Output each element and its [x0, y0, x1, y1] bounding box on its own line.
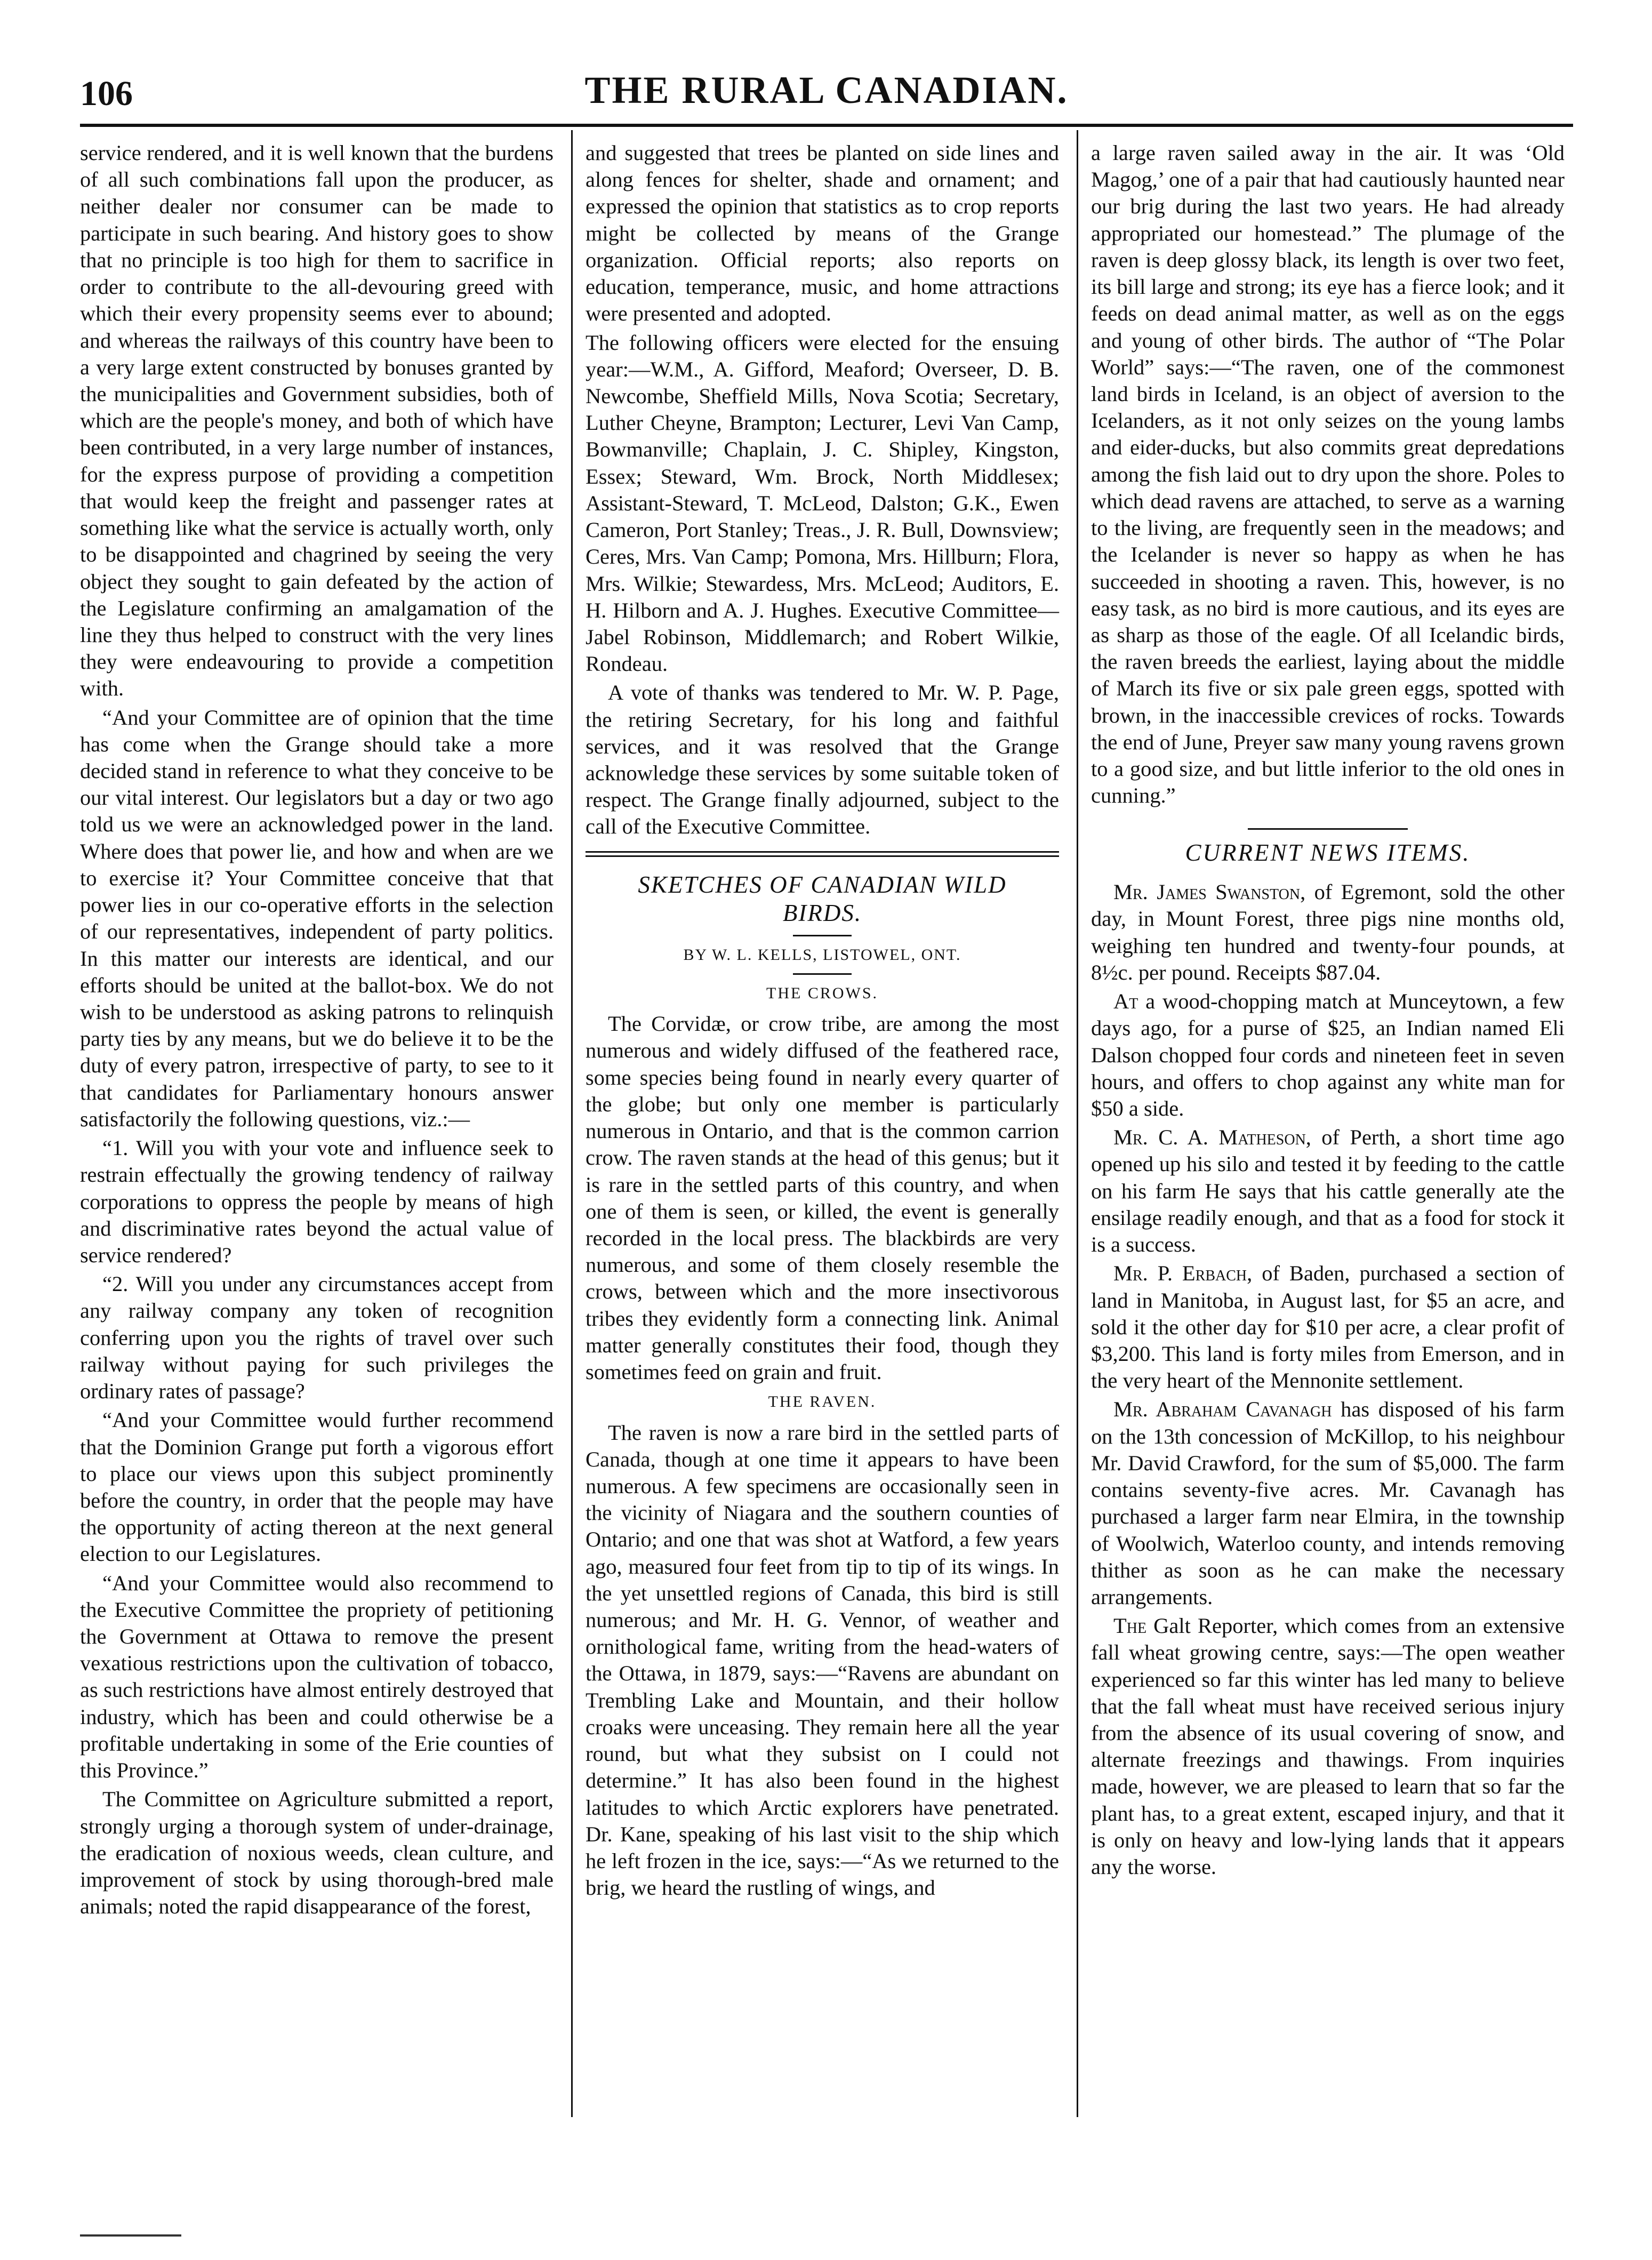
- news-text: has disposed of his farm on the 13th concession of McKillop, to his neighbour Mr. David Crawford, for the sum of $5,000. The farm contains seventy-five acres. Mr. Cavanagh has purchased a larger farm near Elmira, in the township of Woolwich, Waterloo county, and intends removing thither as soon as he can make the necessary arrangements.: [1091, 1397, 1565, 1609]
- news-lead: The: [1113, 1614, 1147, 1638]
- news-lead: Mr. C. A. Matheson,: [1113, 1125, 1311, 1150]
- news-item: [1091, 1260, 1565, 1394]
- column-3: [1091, 140, 1565, 1882]
- page-number: 106: [80, 74, 133, 113]
- news-text: of Baden, purchased a section of land in Manitoba, in August last, for $5 an acre, and sold it the other day for $10 per acre, a clear profit of $3,200. This land is forty miles from Emerson, and in the very heart of the Mennonite settlement.: [1091, 1261, 1565, 1393]
- news-item: [1091, 1124, 1565, 1258]
- news-item: [1091, 1396, 1565, 1610]
- page-header: [80, 64, 1573, 128]
- news-item: [1091, 988, 1565, 1122]
- byline: BY W. L. KELLS, LISTOWEL, ONT.: [683, 945, 961, 964]
- paragraph: The raven is now a rare bird in the settled parts of Canada, though at one time it appears to have been numerous. A few specimens are occasionally seen in the vicinity of Niagara and the southern counties of Ontario; and one that was shot at Watford, a few years ago, measured four feet from tip to tip of its wings. In the yet unsettled regions of Canada, this bird is still numerous; and Mr. H. G. Vennor, of weather and ornithological fame, writing from the head-waters of the Ottawa, in 1879, says:—“Ravens are abundant on Trembling Lake and Mountain, and their hollow croaks were unceasing. They remain here all the year round, but what they subsist on I could not determine.” It has also been found in the highest latitudes to which Arctic explorers have penetrated. Dr. Kane, speaking of his last visit to the ship which he left frozen in the ice, says:—“As we returned to the brig, we heard the rustling of wings, and: [586, 1420, 1059, 1900]
- news-item: [1091, 879, 1565, 986]
- news-item: [1091, 1613, 1565, 1880]
- column-1: [80, 140, 554, 1922]
- news-heading: CURRENT NEWS ITEMS.: [1185, 839, 1471, 867]
- news-lead: Mr. P. Erbach,: [1113, 1261, 1253, 1286]
- section-title: [586, 871, 1059, 927]
- news-lead: Mr. Abraham Cavanagh: [1113, 1397, 1332, 1422]
- paragraph: “And your Committee are of opinion that the time has come when the Grange should take a more decided stand in reference to what they conceive to be our vital interest. Our legislators but a day or two ago told us we were an acknowledged power in the land. Where does that power lie, and how and when are we to exercise it? Your Committee conceive that that power lies in our co-operative efforts in the selection of our representatives, independent of party politics. In this matter our interests are identical, and our efforts should be united at the ballot-box. We do not wish to be understood as asking patrons to relinquish party ties by any means, but we do believe it to be the duty of every patron, irrespective of party, to see to it that candidates for Parliamentary honours answer satisfactorily the following questions, viz.:—: [80, 705, 554, 1131]
- paragraph: A vote of thanks was tendered to Mr. W. P. Page, the retiring Secretary, for his long and faithful services, and it was resolved that the Grange acknowledge these services by some suitable token of respect. The Grange finally adjourned, subject to the call of the Executive Committee.: [586, 680, 1059, 839]
- header-rule: [80, 124, 1573, 127]
- paragraph: “1. Will you with your vote and influence seek to restrain effectually the growing tendency of railway corporations to oppress the people by means of high and discriminative rates beyond the actual value of service rendered?: [80, 1136, 554, 1267]
- paragraph: and suggested that trees be planted on side lines and along fences for shelter, shade and ornament; and expressed the opinion that statistics as to crop reports might be collected by means of the Grange organization. Official reports; also reports on education, temperance, music, and home attractions were presented and adopted.: [586, 141, 1059, 326]
- paragraph: The Committee on Agriculture submitted a report, strongly urging a thorough system of under-drainage, the eradication of noxious weeds, clean culture, and improvement of stock by using thorough-bred male animals; noted the rapid disappearance of the forest,: [80, 1787, 554, 1919]
- news-lead: Mr. James Swanston,: [1113, 880, 1306, 904]
- paragraph: The following officers were elected for the ensuing year:—W.M., A. Gifford, Meaford; Overseer, D. B. Newcombe, Sheffield Mills, Nova Scotia; Secretary, Luther Cheyne, Brampton; Lecturer, Levi Van Camp, Bowmanville; Chaplain, J. C. Shipley, Kingston, Essex; Steward, Wm. Brock, North Middlesex; Assistant-Steward, T. McLeod, Dalston; G.K., Ewen Cameron, Port Stanley; Treas., J. R. Bull, Downsview; Ceres, Mrs. Van Camp; Pomona, Mrs. Hillburn; Flora, Mrs. Wilkie; Stewardess, Mrs. McLeod; Auditors, E. H. Hilborn and A. J. Hughes. Executive Committee—Jabel Robinson, Middlemarch; and Robert Wilkie, Rondeau.: [586, 330, 1059, 676]
- paragraph: a large raven sailed away in the air. It was ‘Old Magog,’ one of a pair that had cautiously haunted near our brig during the last two years. He had already appropriated our homestead.” The plumage of the raven is deep glossy black, its length is over two feet, its bill large and strong; its eye has a fierce look; and it feeds on dead animal matter, as well as on the eggs and young of other birds. The author of “The Polar World” says:—“The raven, one of the commonest land birds in Iceland, is an object of aversion to the Icelanders, as it not only seizes on the young lambs and eider-ducks, but also commits great depredations among the fish laid out to dry upon the shore. Poles to which dead ravens are attached, to serve as a warning to the living, are frequently seen in the meadows; and the Icelander is never so happy as when he has succeeded in shooting a raven. This, however, is no easy task, as no bird is more cautious, and its eyes are as sharp as those of the eagle. Of all Icelandic birds, the raven breeds the earliest, laying about the middle of March its five or six pale green eggs, spotted with brown, in the inaccessible crevices of rocks. Towards the end of June, Preyer saw many young ravens grown to a good size, and but little inferior to the old ones in cunning.”: [1091, 141, 1565, 808]
- short-rule: [793, 935, 852, 936]
- footer-rule: [80, 2234, 181, 2237]
- section-divider: [586, 855, 1059, 857]
- news-text: of Egremont, sold the other day, in Mount Forest, three pigs nine months old, weighing ten hundred and twenty-four pounds, at 8½c. per pound. Receipts $87.04.: [1091, 880, 1565, 984]
- short-rule: [793, 973, 852, 975]
- news-text: of Perth, a short time ago opened up his silo and tested it by feeding to the cattle on his farm He says that his cattle generally ate the ensilage readily enough, and that as a food for stock it is a success.: [1091, 1125, 1565, 1257]
- section-title-line: SKETCHES OF CANADIAN WILD: [638, 871, 1007, 898]
- column-divider: [571, 130, 573, 2117]
- subheading-crows: THE CROWS.: [766, 984, 878, 1003]
- paragraph: The Corvidæ, or crow tribe, are among the most numerous and widely diffused of the feathered race, some species being found in nearly every quarter of the globe; but only one member is particularly numerous in Ontario, and that is the common carrion crow. The raven stands at the head of this genus; but it is rare in the settled parts of this country, and when one of them is seen, or killed, the event is generally recorded in the local press. The blackbirds are very numerous, and some of them closely resemble the crows, between which and the more insectivorous tribes they evidently form a connecting link. Animal matter generally constitutes their food, though they sometimes feed on grain and fruit.: [586, 1012, 1059, 1384]
- subheading-raven: THE RAVEN.: [768, 1393, 877, 1411]
- masthead-title: THE RURAL CANADIAN.: [584, 69, 1069, 111]
- column-2: [586, 140, 1059, 1903]
- paragraph: “2. Will you under any circumstances accept from any railway company any token of recognition conferring upon you the rights of travel over such railway without paying for such privileges the ordinary rates of passage?: [80, 1272, 554, 1404]
- news-lead: At: [1113, 989, 1138, 1014]
- paragraph: “And your Committee would further recommend that the Dominion Grange put forth a vigorous effort to place our views upon this subject prominently before the country, in order that the people may have the opportunity of acting thereon at the next general election to our Legislatures.: [80, 1408, 554, 1566]
- paragraph: “And your Committee would also recommend to the Executive Committee the propriety of petitioning the Government at Ottawa to remove the present vexatious restrictions upon the cultivation of tobacco, as such restrictions have almost entirely destroyed that industry, which has been and could otherwise be a profitable undertaking in some of the Erie counties of this Province.”: [80, 1570, 554, 1783]
- short-rule: [1248, 828, 1408, 830]
- paragraph: service rendered, and it is well known that the burdens of all such combinations fall upon the producer, as neither dealer nor consumer can be made to participate in such bearing. And history goes to show that no principle is too high for them to sacrifice in order to contribute to the all-devouring greed with which their every propensity seems ever to abound; and whereas the railways of this country have been to a very large extent constructed by bonuses granted by the municipalities and Government subsidies, both of which are the people's money, and both of which have been contributed, in a very large number of instances, for the express purpose of providing a competition that would keep the freight and passenger rates at something like what the service is actually worth, only to be disappointed and chagrined by seeing the very object they sought to gain defeated by the action of the Legislature confirming an amalgamation of the line they thus helped to construct with the very lines they were endeavouring to provide a competition with.: [80, 141, 554, 701]
- news-text: a wood-chopping match at Munceytown, a few days ago, for a purse of $25, an Indian named Eli Dalson chopped four cords and nineteen feet in seven hours, and offers to chop against any white man for $50 a side.: [1091, 989, 1565, 1121]
- section-divider: [586, 851, 1059, 853]
- column-divider: [1077, 130, 1078, 2117]
- section-title-line: BIRDS.: [782, 899, 862, 926]
- news-text: Galt Reporter, which comes from an extensive fall wheat growing centre, says:—The open weather experienced so far this winter has led many to believe that the fall wheat must have received serious injury from the absence of its usual covering of snow, and alternate freezings and thawings. From inquiries made, however, we are pleased to learn that so far the plant has, to a great extent, escaped injury, and that it is only on heavy and low-lying lands that it appears any the worse.: [1091, 1614, 1565, 1879]
